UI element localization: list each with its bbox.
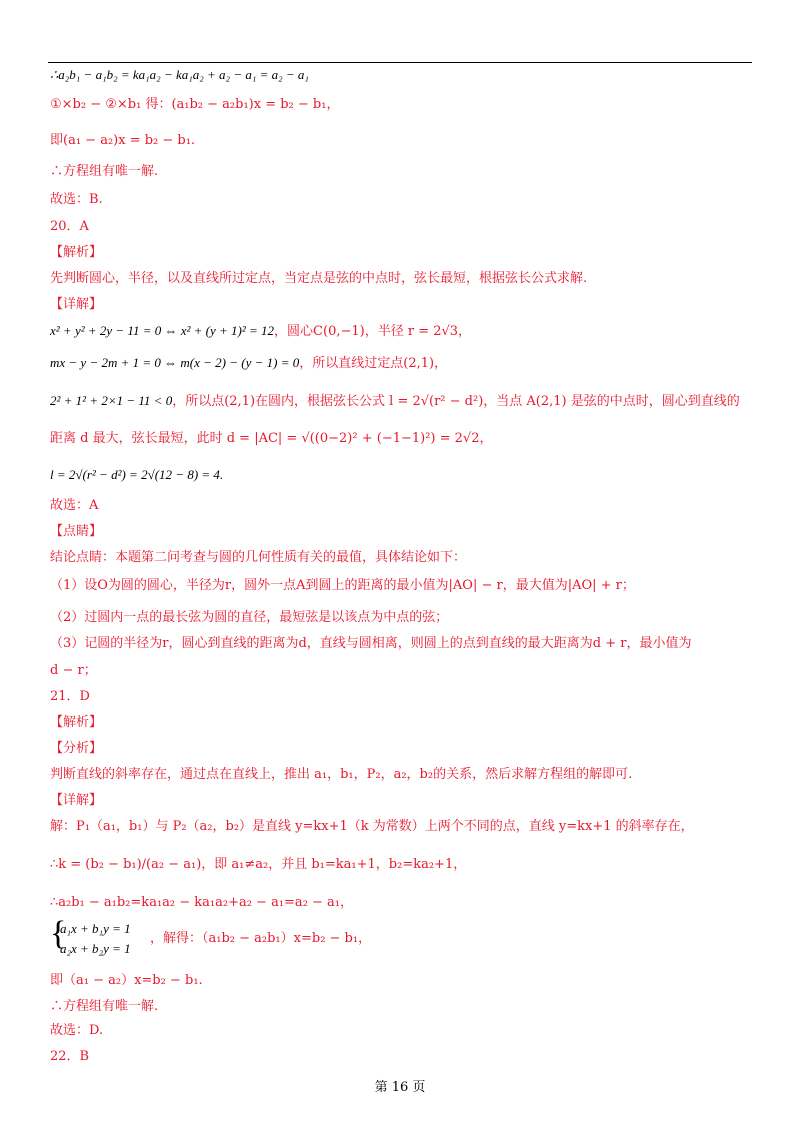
text-span: ，圆心C(0,−1)，半径 r = 2√3， [274,324,472,339]
answer-heading: 20．A [50,219,89,234]
answer-heading: 22．B [50,1049,90,1064]
text-line: 故选：A [50,498,99,513]
text-line: ，解得：（a₁b₂ − a₂b₁）x=b₂ − b₁， [150,931,372,946]
text-line: （1）设O为圆的圆心，半径为r，圆外一点A到圆上的距离的最小值为|AO| − r，最大值为|AO| + r； [50,578,635,593]
equation-line: 即(a₁ − a₂)x = b₂ − b₁. [50,133,196,148]
text-line: 即（a₁ − a₂）x=b₂ − b₁. [50,973,203,988]
text-line: 故选：D. [50,1023,104,1038]
equation-line [50,392,740,411]
section-label: 【详解】 [50,793,103,808]
text-line: 故选：B. [50,192,103,207]
text-line: 结论点睛：本题第二问考查与圆的几何性质有关的最值，具体结论如下： [50,550,467,565]
page-number: 第 16 页 [374,1080,426,1095]
text-span: ，所以直线过定点(2,1)， [299,356,448,371]
text-line: 距离 d 最大，弦长最短，此时 d = |AC| = √((0−2)² + (−1−1)²) = 2√2， [50,431,493,446]
equation-line: ①×b₂ − ②×b₁ 得：(a₁b₂ − a₂b₁)x = b₂ − b₁， [50,97,340,112]
text-line: d − r； [50,663,97,678]
text-line: 判断直线的斜率存在，通过点在直线上，推出 a₁，b₁，P₂，a₂，b₂的关系，然后求解方程组的解即可. [50,767,633,782]
equation-line: l = 2√(r² − d²) = 2√(12 − 8) = 4. [50,467,224,482]
text-line: ∴方程组有唯一解. [50,999,159,1014]
equation-line: ∴a₂b₁ − a₁b₂ = ka₁a₂ − ka₁a₂ + a₂ − a₁ = a₂ − a₁ [50,67,309,82]
system-equation-1: a₁x + b₁y = 1 [60,921,131,936]
text-span: ，所以点(2,1)在圆内，根据弦长公式 l = 2√(r² − d²)，当点 A(2,1) 是弦的中点时，圆心到直线的 [172,394,740,409]
system-brace: { [50,915,67,952]
text-line: 先判断圆心，半径，以及直线所过定点，当定点是弦的中点时，弦长最短，根据弦长公式求解. [50,271,588,286]
text-line: （2）过圆内一点的最长弦为圆的直径，最短弦是以该点为中点的弦； [50,610,449,625]
text-line: ∴a₂b₁ − a₁b₂=ka₁a₂ − ka₁a₂+a₂ − a₁=a₂ − a₁， [50,895,354,910]
answer-heading: 21．D [50,689,90,704]
math-expr: x² + y² + 2y − 11 = 0 ⇔ x² + (y + 1)² = 12 [50,323,275,338]
section-label: 【分析】 [50,741,103,756]
section-label: 【解析】 [50,715,103,730]
equation-line [50,322,471,341]
section-label: 【点睛】 [50,524,103,539]
text-line: ∴k = (b₂ − b₁)/(a₂ − a₁)，即 a₁≠a₂，并且 b₁=ka₁+1，b₂=ka₂+1， [50,857,467,872]
section-label: 【详解】 [50,297,103,312]
section-label: 【解析】 [50,245,103,260]
text-line: 解：P₁（a₁，b₁）与 P₂（a₂，b₂）是直线 y=kx+1（k 为常数）上两个不同的点，直线 y=kx+1 的斜率存在， [50,819,694,834]
math-expr: mx − y − 2m + 1 = 0 ⇔ m(x − 2) − (y − 1) = 0 [50,355,300,370]
header-rule [48,62,752,63]
system-equation-2: a₂x + b₂y = 1 [60,941,131,956]
equation-line [50,354,447,373]
text-line: （3）记圆的半径为r，圆心到直线的距离为d，直线与圆相离，则圆上的点到直线的最大距离为d + r，最小值为 [50,636,692,651]
text-line: ∴方程组有唯一解. [50,164,159,179]
math-expr: 2² + 1² + 2×1 − 11 < 0 [50,393,173,408]
